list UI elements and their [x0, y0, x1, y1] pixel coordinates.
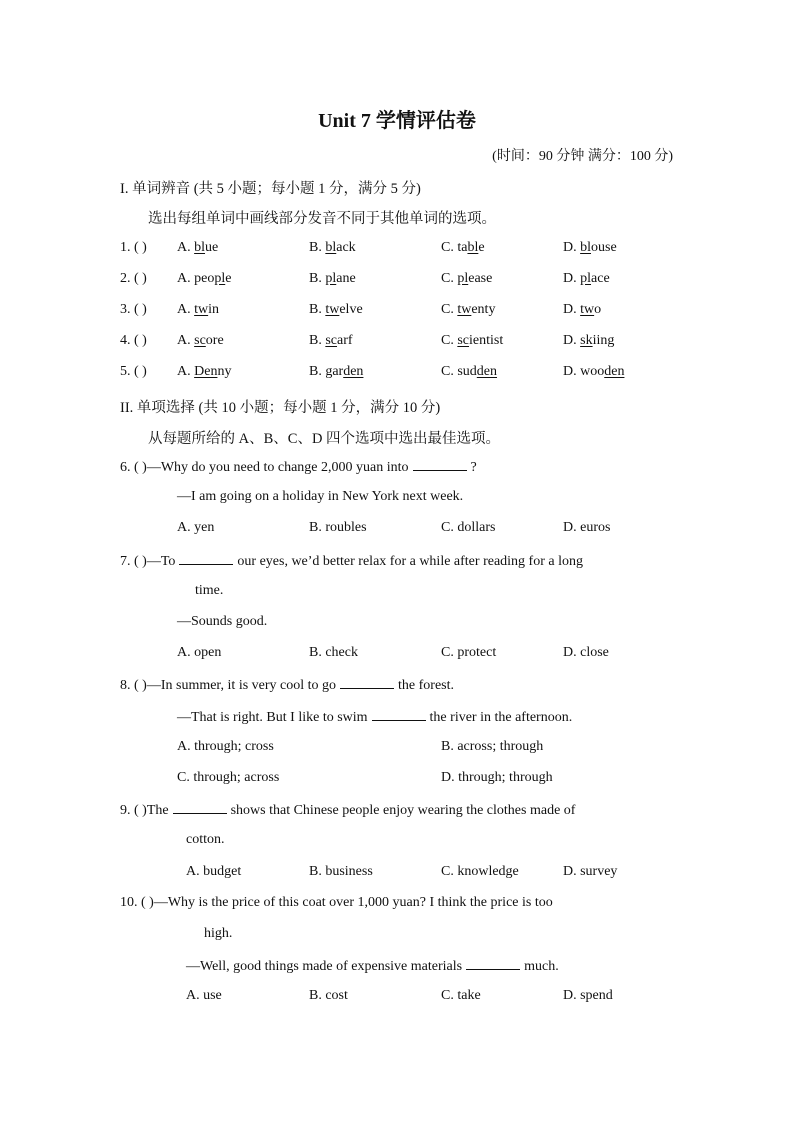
reply-text: —Well, good things made of expensive materials [186, 959, 463, 974]
option-text: D. [563, 240, 581, 255]
question-7-stem-wrap: time. [195, 583, 224, 598]
question-stem-cont: shows that Chinese people enjoy wearing the clothes made of [230, 803, 576, 818]
underlined-letters: bl [467, 240, 479, 255]
reply-text-end: much. [524, 959, 559, 974]
option-text: D. [563, 271, 581, 286]
option-text: ane [336, 271, 356, 286]
underlined-letters: sc [194, 333, 206, 348]
question-6-option-c[interactable]: C. dollars [441, 520, 496, 535]
answer-blank[interactable] [340, 676, 394, 689]
question-2-option-b[interactable] [309, 271, 356, 287]
option-text: ny [217, 364, 232, 379]
question-3-option-c[interactable] [441, 302, 495, 318]
underlined-letters: tw [580, 302, 595, 317]
option-text: B. [309, 271, 326, 286]
question-9-option-b[interactable]: B. business [309, 864, 373, 879]
underlined-letters: bl [580, 240, 592, 255]
option-text: ore [205, 333, 224, 348]
underlined-letters: den [343, 364, 364, 379]
question-3-option-a[interactable] [177, 302, 219, 318]
section1-heading: I. 单词辨音 (共 5 小题；每小题 1 分，满分 5 分) [120, 181, 421, 197]
question-4-option-b[interactable] [309, 333, 353, 349]
option-text: ace [591, 271, 610, 286]
underlined-letters: den [604, 364, 625, 379]
option-text: B. [309, 240, 326, 255]
option-text: D. [563, 302, 581, 317]
question-8 [120, 676, 454, 694]
answer-blank[interactable] [179, 552, 233, 565]
question-9 [120, 801, 575, 819]
underlined-letters: pl [580, 271, 592, 286]
option-text: A. [177, 302, 195, 317]
option-text: C. [441, 271, 458, 286]
question-1-number: 1. ( ) [120, 240, 147, 255]
question-6-reply: —I am going on a holiday in New York next week. [177, 489, 464, 504]
question-stem-cont: our eyes, we’d better relax for a while after reading for a long [237, 554, 583, 569]
option-text: C. sud [441, 364, 477, 379]
question-8-option-b[interactable]: B. across; through [441, 739, 544, 754]
question-10-stem-wrap: high. [204, 926, 233, 941]
underlined-letters: pl [457, 271, 469, 286]
option-text: e [478, 240, 485, 255]
question-number: 9. ( ) [120, 803, 147, 818]
reply-text-end: the river in the afternoon. [429, 710, 573, 725]
question-4-number: 4. ( ) [120, 333, 147, 348]
option-text: C. ta [441, 240, 468, 255]
underlined-letters: pl [325, 271, 337, 286]
question-5-option-a[interactable] [177, 364, 231, 380]
question-8-option-c[interactable]: C. through; across [177, 770, 280, 785]
question-stem: —In summer, it is very cool to go [146, 678, 337, 693]
option-text: B. [309, 333, 326, 348]
question-6-option-d[interactable]: D. euros [563, 520, 611, 535]
underlined-letters: den [476, 364, 498, 379]
question-9-option-d[interactable]: D. survey [563, 864, 618, 879]
underlined-letters: bl [325, 240, 337, 255]
question-8-option-d[interactable]: D. through; through [441, 770, 553, 785]
section1-instruction: 选出每组单词中画线部分发音不同于其他单词的选项。 [148, 211, 496, 227]
answer-blank[interactable] [173, 801, 227, 814]
question-5-number: 5. ( ) [120, 364, 147, 379]
option-text: B. [309, 302, 326, 317]
section2-instruction: 从每题所给的 A、B、C、D 四个选项中选出最佳选项。 [148, 431, 501, 447]
question-4-option-c[interactable] [441, 333, 503, 349]
question-7-option-a[interactable]: A. open [177, 645, 222, 660]
page-title: Unit 7 学情评估卷 [318, 110, 476, 132]
option-text: elve [339, 302, 363, 317]
question-7 [120, 552, 583, 570]
question-10-option-a[interactable]: A. use [186, 988, 222, 1003]
option-text: D. woo [563, 364, 605, 379]
underlined-letters: sc [457, 333, 470, 348]
underlined-letters: sc [325, 333, 338, 348]
question-5-option-b[interactable] [309, 364, 363, 380]
question-7-option-c[interactable]: C. protect [441, 645, 497, 660]
underlined-letters: tw [325, 302, 340, 317]
question-10 [120, 895, 553, 911]
option-text: ease [468, 271, 493, 286]
question-6-option-a[interactable]: A. yen [177, 520, 215, 535]
question-10-option-c[interactable]: C. take [441, 988, 481, 1003]
question-number: 7. ( ) [120, 554, 147, 569]
question-9-option-c[interactable]: C. knowledge [441, 864, 519, 879]
question-5-option-c[interactable] [441, 364, 497, 380]
question-8-reply [177, 708, 572, 726]
option-text: ack [336, 240, 356, 255]
option-text: ouse [591, 240, 617, 255]
question-1-option-d[interactable] [563, 240, 617, 256]
question-3-number: 3. ( ) [120, 302, 147, 317]
option-text: D. [563, 333, 581, 348]
question-10-option-d[interactable]: D. spend [563, 988, 613, 1003]
option-text: C. [441, 333, 458, 348]
question-stem: The [146, 803, 169, 818]
question-10-option-b[interactable]: B. cost [309, 988, 348, 1003]
option-text: o [594, 302, 602, 317]
question-10-reply [186, 957, 559, 975]
question-1-option-b[interactable] [309, 240, 356, 256]
option-text: arf [337, 333, 353, 348]
question-4-option-a[interactable] [177, 333, 224, 349]
answer-blank[interactable] [413, 458, 467, 471]
question-5-option-d[interactable] [563, 364, 624, 380]
answer-blank[interactable] [466, 957, 520, 970]
option-text: ientist [469, 333, 504, 348]
question-stem: —Why is the price of this coat over 1,000 yuan? I think the price is too [153, 895, 553, 910]
question-number: 6. ( ) [120, 460, 147, 475]
question-7-reply: —Sounds good. [177, 614, 268, 629]
question-6 [120, 458, 477, 476]
exam-info: (时间：90 分钟 满分：100 分) [492, 149, 673, 164]
option-text: C. [441, 302, 458, 317]
question-9-stem-wrap: cotton. [186, 832, 225, 847]
option-text: iing [592, 333, 615, 348]
reply-text: —That is right. But I like to swim [177, 710, 368, 725]
option-text: A. [177, 240, 195, 255]
question-4-option-d[interactable] [563, 333, 614, 349]
question-stem-end: the forest. [398, 678, 455, 693]
underlined-letters: sk [580, 333, 593, 348]
section2-heading: II. 单项选择 (共 10 小题；每小题 1 分，满分 10 分) [120, 400, 441, 416]
option-text: A. [177, 333, 195, 348]
question-2-option-a[interactable] [177, 271, 231, 287]
option-text: A. peo [177, 271, 215, 286]
question-1-option-c[interactable] [441, 240, 485, 256]
underlined-letters: Den [194, 364, 218, 379]
question-9-option-a[interactable]: A. budget [186, 864, 242, 879]
question-3-option-b[interactable] [309, 302, 363, 318]
question-6-option-b[interactable]: B. roubles [309, 520, 367, 535]
question-7-option-d[interactable]: D. close [563, 645, 609, 660]
option-text: in [208, 302, 220, 317]
question-8-option-a[interactable]: A. through; cross [177, 739, 274, 754]
answer-blank[interactable] [372, 708, 426, 721]
underlined-letters: tw [194, 302, 209, 317]
underlined-letters: bl [194, 240, 206, 255]
option-text: enty [471, 302, 496, 317]
option-text: A. [177, 364, 195, 379]
question-1-option-a[interactable] [177, 240, 218, 256]
question-number: 10. ( ) [120, 895, 154, 910]
option-text: ue [205, 240, 219, 255]
underlined-letters: pl [214, 271, 226, 286]
question-7-option-b[interactable]: B. check [309, 645, 358, 660]
question-2-option-c[interactable] [441, 271, 492, 287]
option-text: B. gar [309, 364, 344, 379]
question-stem: —Why do you need to change 2,000 yuan into [146, 460, 409, 475]
option-text: e [225, 271, 232, 286]
question-2-number: 2. ( ) [120, 271, 147, 286]
question-stem: —To [146, 554, 176, 569]
question-number: 8. ( ) [120, 678, 147, 693]
question-2-option-d[interactable] [563, 271, 610, 287]
question-stem-end: ? [470, 460, 477, 475]
underlined-letters: tw [457, 302, 472, 317]
question-3-option-d[interactable] [563, 302, 601, 318]
